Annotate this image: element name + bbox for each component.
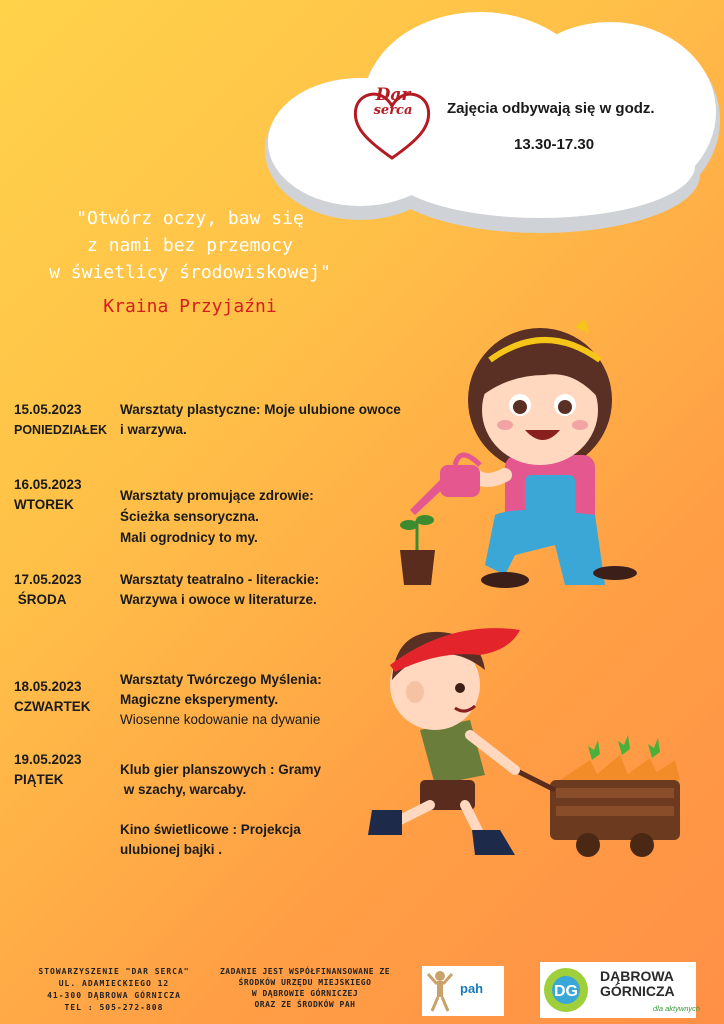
hours-time: 13.30-17.30 (514, 136, 595, 153)
desc-line: i warzywa. (120, 422, 187, 437)
schedule-date (14, 570, 82, 610)
cloud-shape (250, 0, 724, 240)
desc-line: Ścieżka sensoryczna. (120, 509, 259, 524)
org-line: UL. ADAMIECKIEGO 12 (58, 979, 170, 988)
girl-gardening-illustration (395, 315, 645, 595)
schedule-desc (120, 485, 314, 548)
desc-line: Warsztaty promujące zdrowie: (120, 488, 314, 503)
org-line: TEL : 505-272-808 (64, 1003, 164, 1012)
date-text: 19.05.2023 (14, 752, 82, 767)
date-text: 17.05.2023 (14, 572, 82, 587)
funding-line: ORAZ ZE ŚRODKÓW PAH (254, 1000, 356, 1009)
organization-info (14, 966, 214, 1014)
dg-name (600, 969, 675, 999)
desc-line: Warzywa i owoce w literaturze. (120, 592, 317, 607)
schedule-desc (120, 400, 401, 440)
desc-line (120, 800, 321, 820)
dg-emblem-icon (540, 962, 594, 1018)
desc-line: ulubionej bajki . (120, 842, 223, 857)
dg-initials: DG (554, 983, 578, 1000)
org-line: 41-300 DĄBROWA GÓRNICZA (47, 991, 181, 1000)
schedule-date (14, 750, 82, 790)
org-line: STOWARZYSZENIE "DAR SERCA" (38, 967, 190, 976)
funding-line: ZADANIE JEST WSPÓŁFINANSOWANE ZE (219, 967, 391, 976)
slogan-line: "Otwórz oczy, baw się (76, 208, 304, 229)
funding-line: W DĄBROWIE GÓRNICZEJ (251, 989, 359, 998)
desc-line: Warsztaty Twórczego Myślenia: (120, 672, 322, 687)
slogan-line: w świetlicy środowiskowej" (49, 262, 331, 283)
puppet-icon (422, 966, 462, 1016)
desc-line: Kino świetlicowe : Projekcja (120, 822, 301, 837)
schedule-date (14, 677, 91, 717)
desc-line: Klub gier planszowych : Gramy (120, 762, 322, 777)
slogan-line: z nami bez przemocy (87, 235, 293, 256)
hours-title: Zajęcia odbywają się w godz. (447, 100, 655, 117)
logo-line-1: Dar (375, 85, 411, 105)
slogan-subtitle: Kraina Przyjaźni (103, 296, 277, 317)
schedule-desc (120, 760, 321, 860)
desc-line: Magiczne eksperymenty. (120, 692, 279, 707)
date-text: 18.05.2023 (14, 679, 82, 694)
logo-line-2: serca (373, 103, 413, 118)
funding-line: ŚRODKÓW URZĘDU MIEJSKIEGO (238, 978, 372, 987)
desc-line: Warsztaty plastyczne: Moje ulubione owoce (120, 402, 401, 417)
desc-line: Wiosenne kodowanie na dywanie (120, 712, 321, 727)
logo-text (356, 85, 430, 118)
dg-name-line: DĄBROWA (600, 968, 674, 984)
schedule-desc (120, 570, 319, 610)
pah-label: pah (460, 981, 484, 996)
dg-name-line: GÓRNICZA (600, 983, 675, 999)
desc-line: Mali ogrodnicy to my. (120, 530, 258, 545)
day-text: ŚRODA (14, 592, 67, 607)
desc-line: Warsztaty teatralno - literackie: (120, 572, 320, 587)
boy-cart-illustration (360, 610, 690, 870)
schedule-desc (120, 670, 322, 730)
dg-tagline: dla aktywnych (653, 1004, 701, 1013)
date-text: 15.05.2023 (14, 402, 82, 417)
schedule-date (14, 475, 82, 515)
day-text: PIĄTEK (14, 772, 64, 787)
day-text: PONIEDZIAŁEK (14, 423, 108, 437)
desc-line: w szachy, warcaby. (120, 782, 247, 797)
day-text: WTOREK (14, 497, 74, 512)
schedule-date (14, 400, 107, 440)
day-text: CZWARTEK (14, 699, 91, 714)
funding-info (200, 966, 410, 1010)
slogan (20, 205, 360, 286)
date-text: 16.05.2023 (14, 477, 82, 492)
